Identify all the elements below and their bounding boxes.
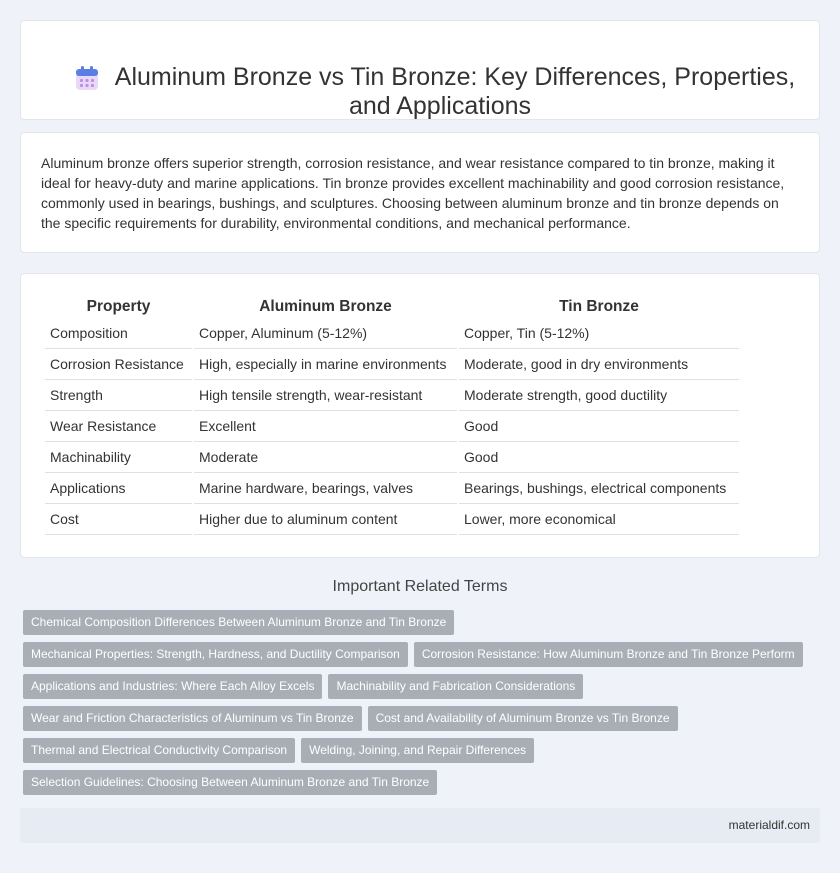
header-property: Property (86, 298, 151, 315)
property-cell: Cost (45, 504, 192, 535)
related-terms-title: Important Related Terms (332, 578, 508, 595)
table-row (45, 504, 739, 535)
property-cell: Corrosion Resistance (45, 349, 192, 380)
table-header-row (45, 294, 739, 318)
aluminum-bronze-cell: Excellent (194, 411, 457, 442)
table-row (45, 473, 739, 504)
related-term-tag[interactable]: Welding, Joining, and Repair Differences (301, 738, 534, 763)
property-cell: Composition (45, 318, 192, 349)
property-cell: Machinability (45, 442, 192, 473)
aluminum-bronze-cell: High tensile strength, wear-resistant (194, 380, 457, 411)
tag-row (23, 674, 823, 706)
page-title: Aluminum Bronze vs Tin Bronze: Key Differences, Properties, and Applications (114, 63, 796, 120)
table-row (45, 318, 739, 349)
footer (20, 808, 820, 843)
aluminum-bronze-cell: Moderate (194, 442, 457, 473)
tag-row (23, 770, 823, 802)
aluminum-bronze-cell: Copper, Aluminum (5-12%) (194, 318, 457, 349)
table-card (20, 273, 820, 558)
intro-card (20, 132, 820, 253)
tin-bronze-cell: Good (459, 442, 739, 473)
aluminum-bronze-cell: Marine hardware, bearings, valves (194, 473, 457, 504)
table-row (45, 349, 739, 380)
tag-row (23, 610, 823, 642)
related-term-tag[interactable]: Wear and Friction Characteristics of Aluminum vs Tin Bronze (23, 706, 362, 731)
footer-site-link[interactable]: materialdif.com (728, 818, 810, 832)
tag-row (23, 706, 823, 738)
tag-row (23, 642, 823, 674)
tin-bronze-cell: Moderate strength, good ductility (459, 380, 739, 411)
tin-bronze-cell: Good (459, 411, 739, 442)
related-term-tag[interactable]: Thermal and Electrical Conductivity Comparison (23, 738, 295, 763)
aluminum-bronze-cell: High, especially in marine environments (194, 349, 457, 380)
property-cell: Strength (45, 380, 192, 411)
tin-bronze-cell: Lower, more economical (459, 504, 739, 535)
related-term-tag[interactable]: Chemical Composition Differences Between Aluminum Bronze and Tin Bronze (23, 610, 454, 635)
tin-bronze-cell: Bearings, bushings, electrical components (459, 473, 739, 504)
aluminum-bronze-cell: Higher due to aluminum content (194, 504, 457, 535)
tin-bronze-cell: Copper, Tin (5-12%) (459, 318, 739, 349)
comparison-table (43, 294, 741, 535)
table-row (45, 411, 739, 442)
tin-bronze-cell: Moderate, good in dry environments (459, 349, 739, 380)
related-term-tag[interactable]: Cost and Availability of Aluminum Bronze vs Tin Bronze (368, 706, 678, 731)
related-term-tag[interactable]: Corrosion Resistance: How Aluminum Bronze and Tin Bronze Perform (414, 642, 803, 667)
intro-paragraph: Aluminum bronze offers superior strength, corrosion resistance, and wear resistance compared to tin bronze, making it ideal for heavy-duty and marine applications. Tin bronze provides excellent machinability and good corrosion resistance, commonly used in bearings, bushings, and sculptures. Choosing between aluminum bronze and tin bronze depends on the specific requirements for durability, environmental conditions, and mechanical performance. (41, 155, 785, 231)
related-term-tag[interactable]: Selection Guidelines: Choosing Between Aluminum Bronze and Tin Bronze (23, 770, 437, 795)
related-terms-list (23, 610, 823, 802)
header-tin-bronze: Tin Bronze (559, 298, 639, 315)
tag-row (23, 738, 823, 770)
header-aluminum-bronze: Aluminum Bronze (259, 298, 392, 315)
property-cell: Wear Resistance (45, 411, 192, 442)
related-term-tag[interactable]: Machinability and Fabrication Considerations (328, 674, 583, 699)
table-row (45, 380, 739, 411)
title-card (20, 20, 820, 120)
related-term-tag[interactable]: Mechanical Properties: Strength, Hardness, and Ductility Comparison (23, 642, 408, 667)
table-row (45, 442, 739, 473)
property-cell: Applications (45, 473, 192, 504)
related-term-tag[interactable]: Applications and Industries: Where Each Alloy Excels (23, 674, 322, 699)
